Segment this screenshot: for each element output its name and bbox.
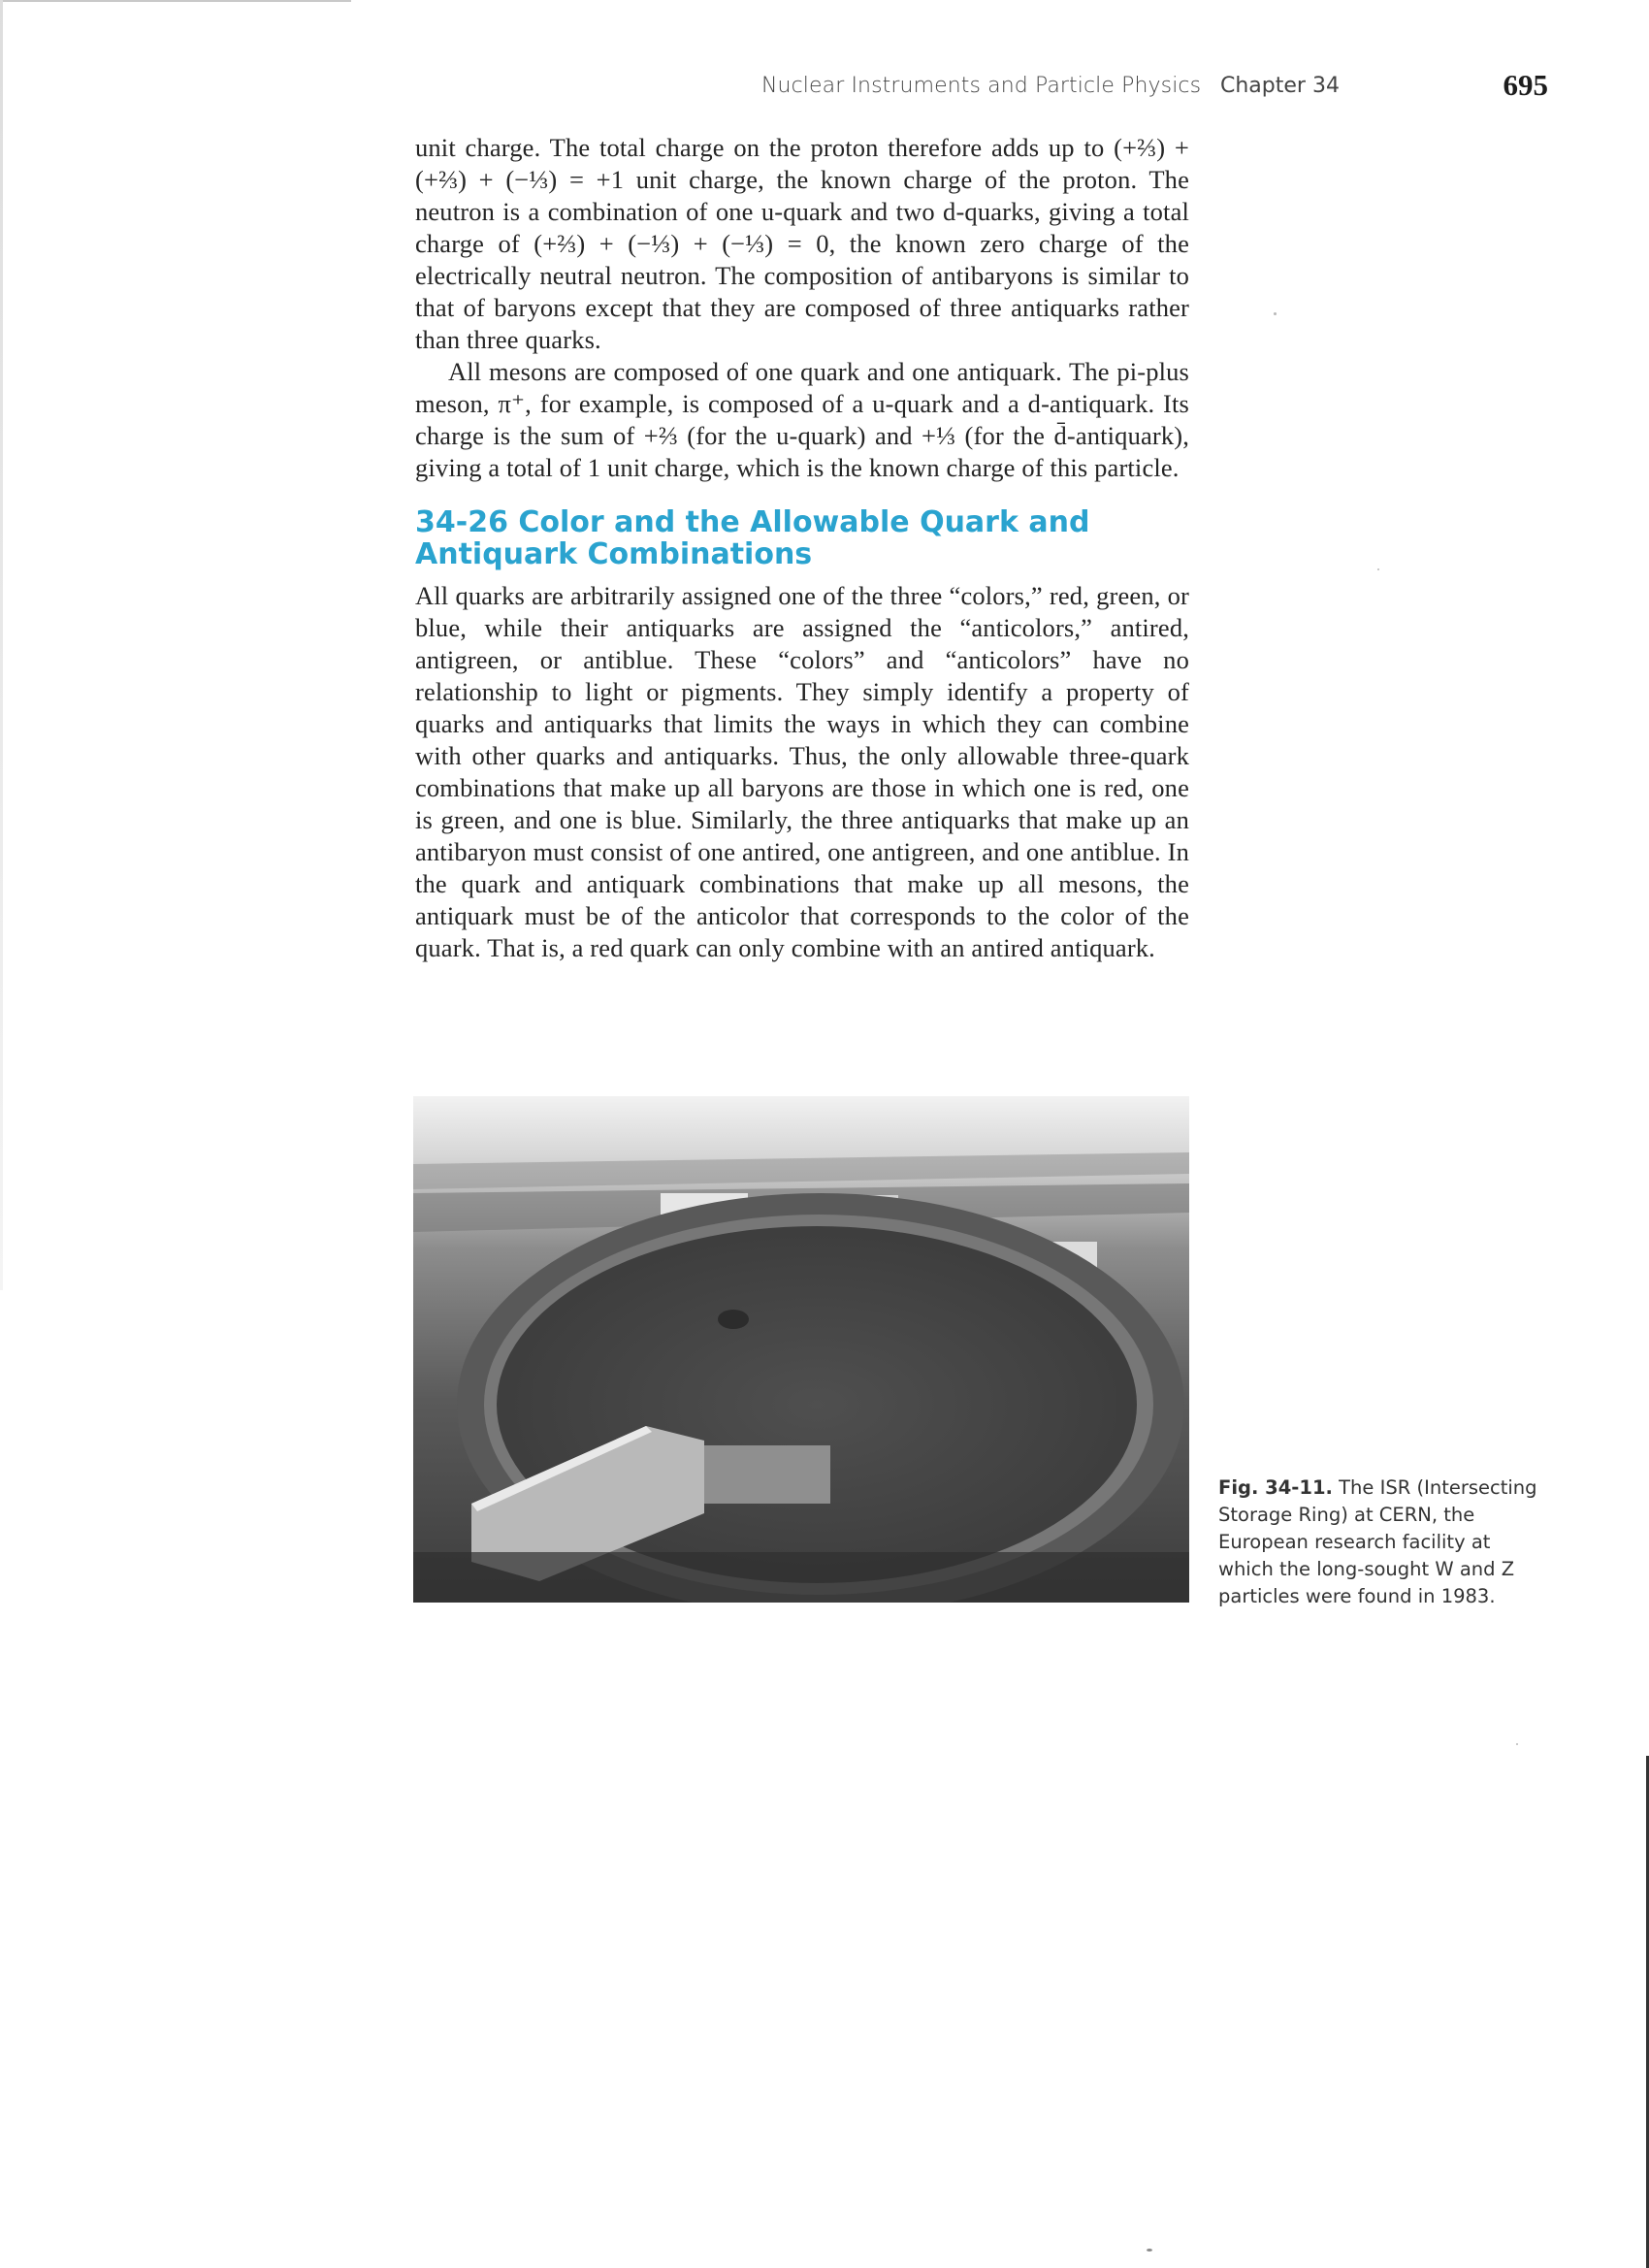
scan-edge-top [0, 0, 351, 2]
foreground-shadow [413, 1552, 1189, 1603]
figure-label: Fig. 34-11. [1218, 1476, 1333, 1499]
tree-clump [718, 1310, 749, 1329]
running-head [737, 68, 1548, 109]
paragraph-quark-colors: All quarks are arbitrarily assigned one of the three “colors,” red, green, or blue, while their antiquarks are assigned the “anticolors,” antired, antigreen, or antiblue. These “colors” and “anticolors” have no relationship to light or pigments. They simply identify a property of quarks and antiquarks that limits the ways in which they can combine with other quarks and antiquarks. Thus, the only allowable three-quark combinations that make up all baryons are those in which one is red, one is green, and one is blue. Similarly, the three antiquarks that make up an antibaryon must consist of one antired, one antigreen, and one antiblue. In the quark and antiquark combinations that make up all mesons, the antiquark must be of the anticolor that corresponds to the color of the quark. That is, a red quark can only combine with an antired antiquark. [415, 581, 1189, 962]
running-head-title: Nuclear Instruments and Particle Physics [761, 74, 1202, 98]
section-heading-line-1: 34-26 Color and the Allowable Quark and [415, 505, 1090, 539]
scan-edge-left [0, 0, 3, 1290]
running-head-chapter: Chapter 34 [1220, 74, 1340, 98]
section-heading-line-2: Antiquark Combinations [415, 537, 813, 571]
paragraph-mesons: All mesons are composed of one quark and one antiquark. The pi-plus meson, π⁺, for example, is composed of a u-quark and a d-antiquark. Its charge is the sum of +⅔ (for the u-quark) and +⅓ (for the d̄-antiquark), giving a total of 1 unit charge, which is the known charge of this particle. [415, 357, 1189, 482]
scan-speck [1377, 568, 1379, 570]
isr-aerial-photo [413, 1096, 1189, 1603]
scan-speck [1147, 2249, 1152, 2252]
section-heading [415, 506, 1189, 570]
lot-foreground [704, 1445, 830, 1504]
figure-caption-text: The ISR (Intersecting Storage Ring) at CERN, the European research facility at which the long-sought W and Z particles were found in 1983. [1218, 1476, 1537, 1607]
page-number: 695 [1503, 68, 1548, 102]
scan-speck [1274, 312, 1277, 315]
text-column [415, 132, 1189, 964]
isr-aerial-photo-drawing [413, 1096, 1189, 1603]
scan-speck [1516, 1743, 1518, 1745]
figure-caption [1218, 1474, 1538, 1610]
paragraph-proton-neutron-charge: unit charge. The total charge on the proton therefore adds up to (+⅔) + (+⅔) + (−⅓) = +1 unit charge, the known charge of the proton. The neutron is a combination of one u-quark and two d-quarks, giving a total charge of (+⅔) + (−⅓) + (−⅓) = 0, the known zero charge of the electrically neutral neutron. The composition of antibaryons is similar to that of baryons except that they are composed of three antiquarks rather than three quarks. [415, 133, 1189, 354]
